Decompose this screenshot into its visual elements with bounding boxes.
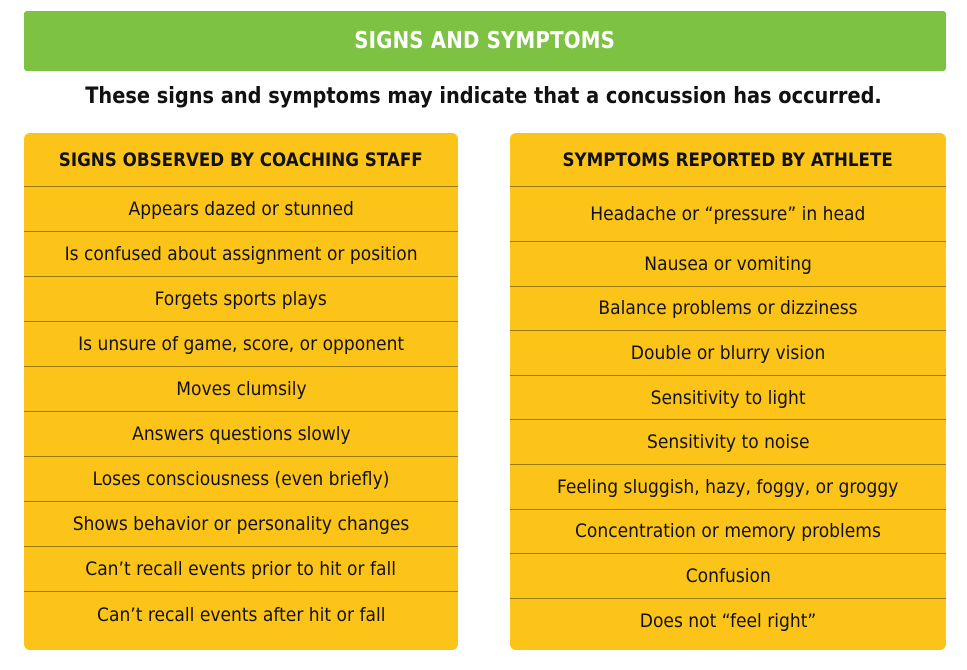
signs-list-item [24, 187, 458, 232]
signs-item-label: Is confused about assignment or position [64, 243, 418, 265]
symptoms-list-item [510, 599, 946, 644]
signs-list-item [24, 457, 458, 502]
signs-list-item [24, 277, 458, 322]
symptoms-item-label: Double or blurry vision [630, 341, 826, 364]
signs-header-label: SIGNS OBSERVED BY COACHING STAFF [59, 148, 423, 171]
symptoms-item-label: Headache or “pressure” in head [590, 203, 866, 225]
signs-header [24, 133, 458, 187]
symptoms-header [510, 133, 946, 187]
symptoms-list-item [510, 187, 946, 242]
symptoms-list-item [510, 554, 946, 599]
signs-item-label: Is unsure of game, score, or opponent [77, 333, 404, 355]
symptoms-list-item [510, 242, 946, 287]
signs-list-item [24, 592, 458, 637]
symptoms-list-item [510, 420, 946, 465]
symptoms-list [510, 187, 946, 643]
signs-item-label: Can’t recall events after hit or fall [96, 603, 386, 626]
signs-item-label: Shows behavior or personality changes [72, 513, 410, 535]
symptoms-list-item [510, 465, 946, 510]
symptoms-item-label: Sensitivity to light [650, 386, 806, 409]
symptoms-list-item [510, 510, 946, 555]
signs-list [24, 187, 458, 637]
title-banner [24, 11, 946, 71]
signs-list-item [24, 412, 458, 457]
symptoms-item-label: Confusion [685, 564, 771, 587]
signs-item-label: Answers questions slowly [131, 423, 351, 445]
symptoms-list-item [510, 331, 946, 376]
signs-panel [24, 133, 458, 650]
signs-item-label: Appears dazed or stunned [128, 198, 354, 220]
signs-item-label: Forgets sports plays [154, 288, 328, 310]
subtitle: These signs and symptoms may indicate that a concussion has occurred. [85, 84, 882, 109]
signs-list-item [24, 367, 458, 412]
signs-list-item [24, 322, 458, 367]
symptoms-item-label: Nausea or vomiting [644, 252, 812, 275]
symptoms-item-label: Does not “feel right” [639, 610, 817, 633]
symptoms-item-label: Balance problems or dizziness [598, 297, 858, 320]
banner-title: SIGNS AND SYMPTOMS [354, 28, 616, 54]
symptoms-header-label: SYMPTOMS REPORTED BY ATHLETE [562, 148, 894, 171]
symptoms-list-item [510, 376, 946, 421]
signs-list-item [24, 547, 458, 592]
symptoms-item-label: Concentration or memory problems [575, 520, 881, 543]
signs-item-label: Loses consciousness (even briefly) [92, 468, 390, 490]
symptoms-item-label: Feeling sluggish, hazy, foggy, or groggy [557, 475, 899, 498]
signs-item-label: Moves clumsily [175, 378, 307, 400]
symptoms-item-label: Sensitivity to noise [646, 431, 810, 454]
symptoms-list-item [510, 287, 946, 332]
symptoms-panel [510, 133, 946, 650]
signs-list-item [24, 502, 458, 547]
signs-item-label: Can’t recall events prior to hit or fall [85, 558, 397, 580]
signs-list-item [24, 232, 458, 277]
